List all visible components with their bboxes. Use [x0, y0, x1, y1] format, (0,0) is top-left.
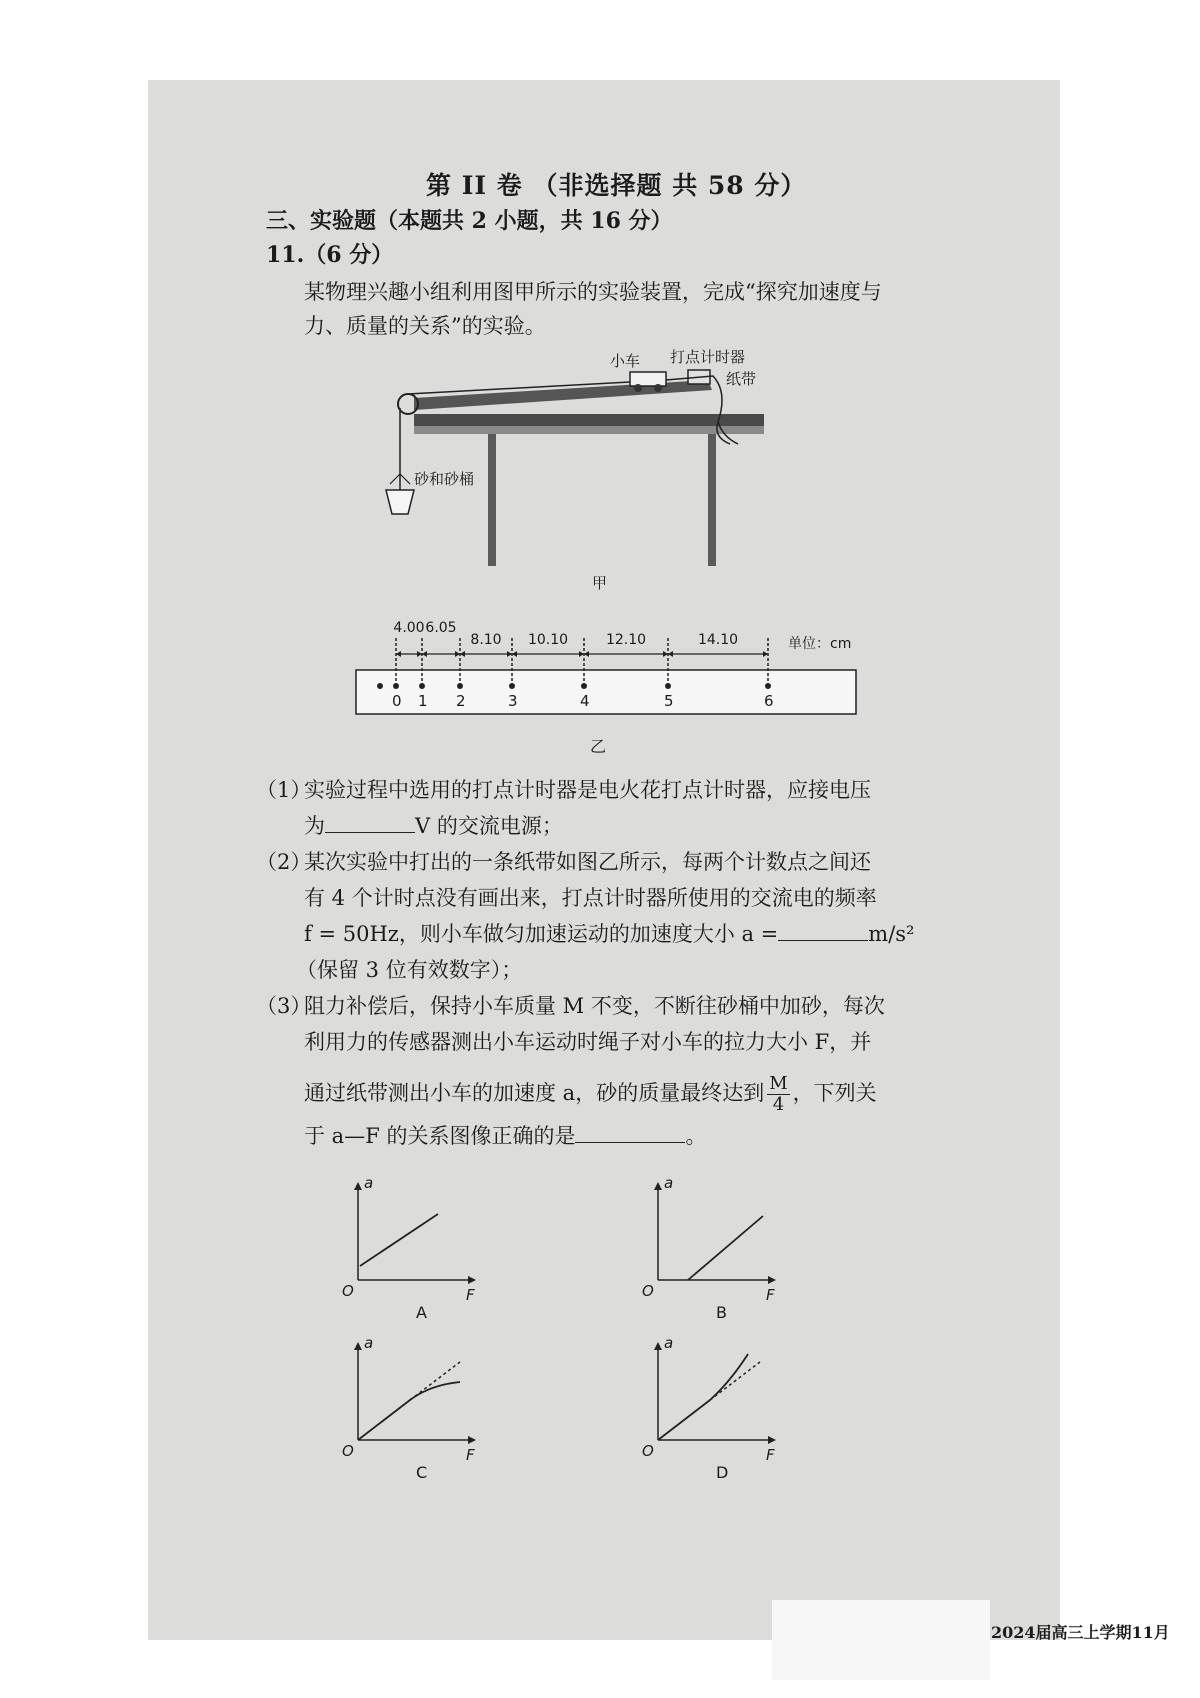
x-axis-label: F — [466, 1286, 475, 1304]
sub1-line1: 实验过程中选用的打点计时器是电火花打点计时器，应接电压 — [304, 778, 871, 802]
sub2-number: （2） — [256, 850, 312, 874]
table-leg-right — [708, 434, 716, 566]
a-f-line — [360, 1214, 438, 1266]
sub1-line2 — [304, 810, 563, 840]
sub1-answer-blank[interactable] — [325, 832, 415, 833]
tape-point — [765, 683, 771, 689]
cart — [630, 372, 666, 386]
x-axis-arrow — [468, 1276, 476, 1284]
a-f-curve — [658, 1354, 748, 1440]
sub3-line3 — [304, 1074, 877, 1115]
exam-page — [148, 80, 1170, 1642]
graph-a — [342, 1174, 476, 1322]
tape-segment-value: 14.10 — [697, 632, 739, 648]
sub2-line2: 有 4 个计时点没有画出来，打点计时器所使用的交流电的频率 — [304, 886, 877, 910]
figure-yi-caption: 乙 — [590, 737, 607, 756]
sub3-line3-post: ，下列关 — [792, 1081, 877, 1105]
tape-point-label: 2 — [456, 692, 466, 710]
tape-point-label: 0 — [392, 692, 402, 710]
tape-arrow — [460, 651, 465, 657]
sub1-pre: 为 — [304, 814, 325, 838]
tape-arrow — [512, 651, 517, 657]
tape-point-label: 3 — [508, 692, 518, 710]
cart-wheel-front — [634, 384, 642, 392]
graph-option-label: B — [716, 1303, 727, 1322]
graph-d — [642, 1334, 776, 1482]
origin-label: O — [342, 1442, 354, 1460]
sub3-line3-pre: 通过纸带测出小车的加速度 a，砂的质量最终达到 — [304, 1081, 765, 1105]
tape-point — [665, 683, 671, 689]
a-f-dashed-extension — [710, 1362, 760, 1400]
y-axis-arrow — [354, 1182, 362, 1190]
tape-arrow — [763, 651, 768, 657]
tape-arrow — [663, 651, 668, 657]
graph-c — [342, 1334, 476, 1482]
tape-strip — [356, 670, 856, 714]
redaction-box — [772, 1600, 990, 1680]
x-axis-arrow — [768, 1276, 776, 1284]
origin-label: O — [642, 1282, 654, 1300]
y-axis-arrow — [354, 1342, 362, 1350]
car-label: 小车 — [610, 352, 641, 370]
tape-unit: 单位：cm — [788, 636, 852, 652]
tape-point-label: 5 — [664, 692, 674, 710]
question-intro-line1: 某物理兴趣小组利用图甲所示的实验装置，完成“探究加速度与 — [304, 280, 882, 304]
tape-point — [509, 683, 515, 689]
sub2-answer-blank[interactable] — [778, 940, 868, 941]
tape-segment-value: 10.10 — [527, 632, 569, 648]
sub1-post: V 的交流电源； — [415, 814, 563, 838]
cart-wheel-rear — [654, 384, 662, 392]
graph-option-label: C — [416, 1463, 428, 1482]
question-number: 11.（6 分） — [266, 242, 394, 268]
section-title: 第 II 卷 （非选择题 共 58 分） — [426, 171, 807, 200]
tape-point — [393, 683, 399, 689]
part-title: 三、实验题（本题共 2 小题，共 16 分） — [266, 208, 673, 234]
origin-label: O — [642, 1442, 654, 1460]
tape-point — [457, 683, 463, 689]
sub2-line1: 某次实验中打出的一条纸带如图乙所示，每两个计数点之间还 — [304, 850, 871, 874]
graph-b — [642, 1174, 776, 1322]
sub2-line3 — [304, 918, 914, 948]
y-axis-label: a — [364, 1334, 374, 1352]
sub2-line3-pre: f = 50Hz，则小车做匀加速运动的加速度大小 a = — [304, 922, 779, 946]
sand-label: 砂和砂桶 — [414, 470, 475, 488]
tape-arrow — [422, 651, 427, 657]
footer-text: 2024届高三上学期11月 — [991, 1623, 1170, 1642]
tape-arrow — [396, 651, 401, 657]
sub3-number: （3） — [256, 994, 312, 1018]
inclined-board — [414, 380, 712, 410]
sub3-line4-pre: 于 a—F 的关系图像正确的是 — [304, 1124, 576, 1148]
x-axis-arrow — [468, 1436, 476, 1444]
y-axis-label: a — [664, 1334, 674, 1352]
figure-yi-tape — [346, 600, 906, 760]
question-intro-line2: 力、质量的关系”的实验。 — [304, 314, 546, 338]
y-axis-arrow — [654, 1182, 662, 1190]
sub2-line3-post: m/s² — [868, 922, 915, 946]
tape-label: 纸带 — [726, 370, 757, 388]
fraction-m-over-4 — [767, 1074, 789, 1115]
tape-point-label: 4 — [580, 692, 590, 710]
table-edge — [414, 426, 764, 434]
timer-label: 打点计时器 — [670, 348, 746, 366]
tape-segment-value: 4.00 — [393, 620, 425, 636]
tape-arrow — [579, 651, 584, 657]
table-top — [414, 414, 764, 426]
sub3-line1: 阻力补偿后，保持小车质量 M 不变，不断往砂桶中加砂，每次 — [304, 994, 885, 1018]
sub3-line4-post: 。 — [685, 1124, 707, 1148]
sub3-line4 — [304, 1120, 706, 1150]
a-f-line — [688, 1216, 763, 1280]
tape-segment-value: 8.10 — [470, 632, 502, 648]
y-axis-label: a — [364, 1174, 374, 1192]
figure-jia-apparatus — [378, 348, 778, 592]
fraction-denominator: 4 — [772, 1094, 785, 1115]
tape-arrow — [507, 651, 512, 657]
table-leg-left — [488, 434, 496, 566]
graph-option-label: D — [716, 1463, 729, 1482]
tape-segment-value: 12.10 — [605, 632, 647, 648]
x-axis-label: F — [766, 1446, 775, 1464]
sub1-number: （1） — [256, 778, 312, 802]
sub2-line4: （保留 3 位有效数字）； — [296, 958, 523, 982]
tape-point-label: 1 — [418, 692, 428, 710]
figure-jia-caption: 甲 — [592, 574, 608, 592]
a-f-graphs — [338, 1160, 798, 1482]
origin-label: O — [342, 1282, 354, 1300]
tape-arrow — [584, 651, 589, 657]
x-axis-arrow — [768, 1436, 776, 1444]
tape-point — [419, 683, 425, 689]
sand-bucket — [386, 490, 414, 514]
tape-point-label: 6 — [764, 692, 774, 710]
tape-point — [581, 683, 587, 689]
tape-arrow — [668, 651, 673, 657]
y-axis-arrow — [654, 1342, 662, 1350]
fraction-numerator: M — [769, 1073, 788, 1094]
x-axis-label: F — [466, 1446, 475, 1464]
sub3-answer-blank[interactable] — [575, 1142, 685, 1143]
a-f-curve — [358, 1382, 460, 1440]
tape-arrow — [455, 651, 460, 657]
graph-option-label: A — [416, 1303, 427, 1322]
tape-arrow — [417, 651, 422, 657]
tape-segment-value: 6.05 — [425, 620, 457, 636]
x-axis-label: F — [766, 1286, 775, 1304]
tape-start-dot — [377, 683, 383, 689]
sub3-line2: 利用力的传感器测出小车运动时绳子对小车的拉力大小 F，并 — [304, 1030, 872, 1054]
y-axis-label: a — [664, 1174, 674, 1192]
